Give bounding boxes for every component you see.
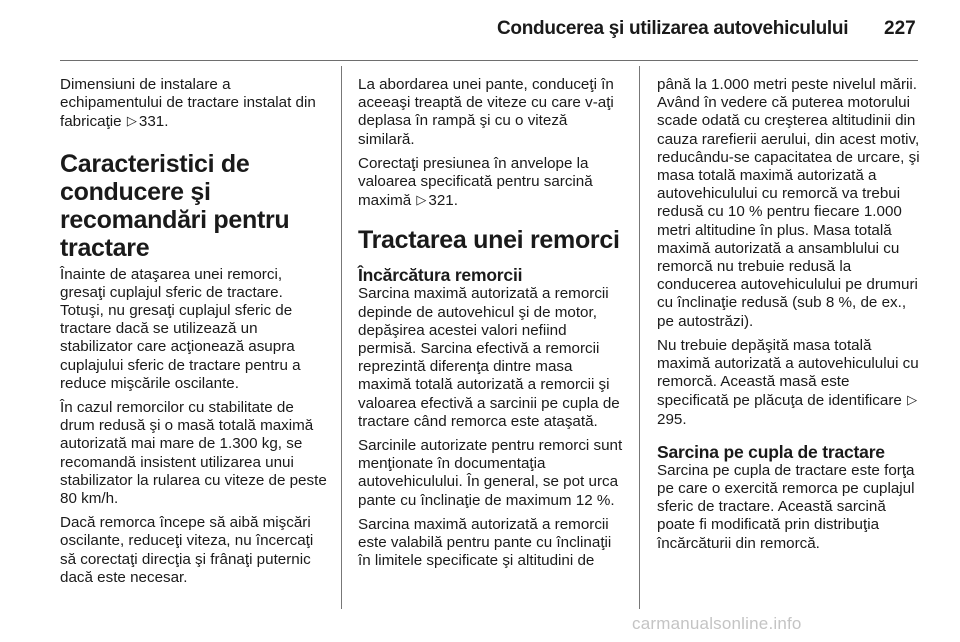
- intro-paragraph: [60, 76, 328, 132]
- paragraph: Sarcina pe cupla de tractare este forţa pe care o exercită remorca pe cuplajul sferic de tractare. Această sarcină poate fi modificată prin distribuţia încărcăturii din remorcă.: [657, 461, 915, 552]
- reference-arrow-icon: ▷: [907, 392, 918, 408]
- paragraph: La abordarea unei pante, conduceţi în aceeaşi treaptă de viteze cu care v-aţi deplasa în rampă şi cu o viteză similară.: [358, 76, 614, 148]
- paragraph: Sarcinile autorizate pentru remorci sunt menţionate în documentaţia autovehiculului. În general, se pot urca pante cu înclinaţie de maximum 12 %.: [358, 437, 623, 509]
- page-reference-link[interactable]: 295.: [657, 410, 687, 428]
- paragraph: [657, 337, 922, 429]
- section-heading-towing-trailer: Tractarea unei remorci: [358, 226, 620, 255]
- column-divider-2: [639, 66, 640, 609]
- header-divider: [60, 60, 918, 61]
- subheading-trailer-load: Încărcătura remorcii: [358, 265, 523, 286]
- subheading-tow-coupling-load: Sarcina pe cupla de tractare: [657, 441, 885, 462]
- paragraph: Sarcina maximă autorizată a remorcii depinde de autovehicul şi de motor, depăşirea acestei valori nefiind permisă. Sarcina efectivă a remorcii reprezintă diferenţa dintre masa maximă totală autorizată a remorcii şi valoarea efectivă a sarcinii pe cupla de tractare când remorca este ataşată.: [358, 285, 620, 430]
- intro-text: Dimensiuni de instalare a echipamentului de tractare instalat din fabricaţie: [60, 76, 316, 131]
- paragraph-text: Nu trebuie depăşită masa totală maximă autorizată a autovehiculului cu remorcă. Această masă este specificată pe plăcuţa de identificare: [657, 336, 919, 410]
- page-header: [0, 0, 960, 60]
- watermark: carmanualsonline.info: [632, 614, 802, 633]
- paragraph: În cazul remorcilor cu stabilitate de drum redusă şi o masă totală maximă autorizată mai mare de 1.300 kg, se recomandă insistent utilizarea unui stabilizator la rularea cu viteze de peste 80 km/h.: [60, 399, 327, 508]
- paragraph: [358, 155, 626, 211]
- page-title: Conducerea şi utilizarea autovehiculului: [497, 18, 849, 39]
- paragraph: Dacă remorca începe să aibă mişcări oscilante, reduceţi viteza, nu încercaţi să corectaţi direcţia şi frânaţi puternic dacă este necesar.: [60, 514, 314, 586]
- paragraph-text: Corectaţi presiunea în anvelope la valoarea specificată pentru sarcină maximă: [358, 154, 593, 210]
- column-3: [657, 76, 922, 559]
- page-reference-link[interactable]: 331.: [138, 113, 169, 131]
- section-heading-driving-characteristics: Caracteristici de conducere şi recomandări pentru tractare: [60, 149, 290, 262]
- paragraph: până la 1.000 metri peste nivelul mării. Având în vedere că puterea motorului scade odată cu creşterea altitudinii din cauza rarefierii aerului, din acest motiv, reducându-se capacitatea de urcare, şi masa totală maximă autorizată a autovehiculului cu remorcă va trebui redusă cu 10 % pentru fiecare 1.000 metri altitudine în plus. Masa totală maximă autorizată a ansamblului cu remorcă nu trebuie redusă la conducerea autovehiculului pe drumuri cu înclinaţie redusă (sub 8 %, de ex., pe autostrăzi).: [657, 76, 920, 330]
- page-reference-link[interactable]: 321.: [428, 192, 458, 210]
- column-1: [60, 76, 328, 593]
- reference-arrow-icon: ▷: [416, 192, 427, 208]
- paragraph: Sarcina maximă autorizată a remorcii este valabilă pentru pante cu înclinaţii în limitele specificate şi altitudini de: [358, 515, 612, 570]
- paragraph: Înainte de ataşarea unei remorci, gresaţi cuplajul sferic de tractare. Totuşi, nu gresaţi cuplajul sferic de tractare dacă se utilizează un stabilizator care acţionează asupra cuplajului sferic de tractare pentru a reduce mişcările oscilante.: [60, 265, 301, 392]
- column-divider-1: [341, 66, 342, 609]
- column-2: [358, 76, 626, 576]
- reference-arrow-icon: ▷: [126, 113, 137, 129]
- page-number: 227: [884, 18, 916, 39]
